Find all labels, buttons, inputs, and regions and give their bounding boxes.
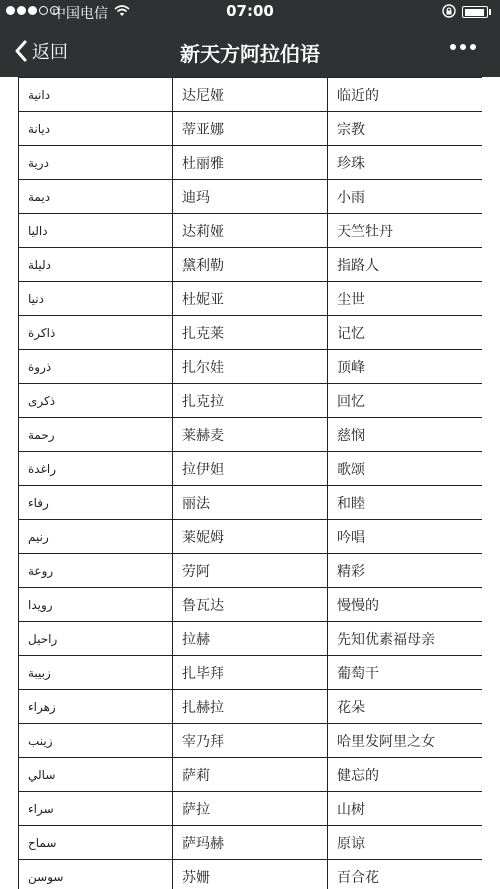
table-row bbox=[19, 656, 483, 690]
chinese-name-cell: 苏姗 bbox=[173, 860, 328, 889]
chinese-name-cell: 杜丽雅 bbox=[173, 146, 328, 180]
chinese-name-cell: 杜妮亚 bbox=[173, 282, 328, 316]
chinese-name-cell: 扎赫拉 bbox=[173, 690, 328, 724]
meaning-cell: 歌颂 bbox=[328, 452, 483, 486]
meaning-cell: 小雨 bbox=[328, 180, 483, 214]
meaning-cell: 尘世 bbox=[328, 282, 483, 316]
arabic-name-cell: ديمة bbox=[19, 180, 173, 214]
arabic-name-cell: داليا bbox=[19, 214, 173, 248]
chinese-name-cell: 拉赫 bbox=[173, 622, 328, 656]
more-dot-icon bbox=[450, 44, 456, 50]
chinese-name-cell: 达莉娅 bbox=[173, 214, 328, 248]
arabic-name-cell: سماح bbox=[19, 826, 173, 860]
meaning-cell: 临近的 bbox=[328, 78, 483, 112]
chinese-name-cell: 宰乃拜 bbox=[173, 724, 328, 758]
back-label: 返回 bbox=[32, 42, 68, 63]
table-row bbox=[19, 316, 483, 350]
arabic-name-cell: ذروة bbox=[19, 350, 173, 384]
meaning-cell: 山树 bbox=[328, 792, 483, 826]
names-table bbox=[18, 77, 482, 889]
chinese-name-cell: 丽法 bbox=[173, 486, 328, 520]
meaning-cell: 百合花 bbox=[328, 860, 483, 889]
carrier-name: 中国电信 bbox=[52, 6, 108, 22]
table-row bbox=[19, 826, 483, 860]
arabic-name-cell: سوسن bbox=[19, 860, 173, 889]
status-time: 07:00 bbox=[226, 2, 274, 20]
arabic-name-cell: زبيبة bbox=[19, 656, 173, 690]
table-row bbox=[19, 248, 483, 282]
chinese-name-cell: 萨莉 bbox=[173, 758, 328, 792]
meaning-cell: 宗教 bbox=[328, 112, 483, 146]
chinese-name-cell: 萨拉 bbox=[173, 792, 328, 826]
chinese-name-cell: 扎克莱 bbox=[173, 316, 328, 350]
arabic-name-cell: روعة bbox=[19, 554, 173, 588]
arabic-name-cell: رنيم bbox=[19, 520, 173, 554]
meaning-cell: 慢慢的 bbox=[328, 588, 483, 622]
table-row bbox=[19, 622, 483, 656]
chinese-name-cell: 扎克拉 bbox=[173, 384, 328, 418]
table-row bbox=[19, 758, 483, 792]
battery-icon bbox=[462, 6, 488, 18]
chinese-name-cell: 达尼娅 bbox=[173, 78, 328, 112]
table-row bbox=[19, 452, 483, 486]
arabic-name-cell: ديانة bbox=[19, 112, 173, 146]
arabic-name-cell: دنيا bbox=[19, 282, 173, 316]
arabic-name-cell: ذاكرة bbox=[19, 316, 173, 350]
chinese-name-cell: 鲁瓦达 bbox=[173, 588, 328, 622]
meaning-cell: 花朵 bbox=[328, 690, 483, 724]
meaning-cell: 先知优素福母亲 bbox=[328, 622, 483, 656]
meaning-cell: 精彩 bbox=[328, 554, 483, 588]
meaning-cell: 慈悯 bbox=[328, 418, 483, 452]
table-row bbox=[19, 112, 483, 146]
meaning-cell: 珍珠 bbox=[328, 146, 483, 180]
arabic-name-cell: زينب bbox=[19, 724, 173, 758]
chinese-name-cell: 扎毕拜 bbox=[173, 656, 328, 690]
arabic-name-cell: راحيل bbox=[19, 622, 173, 656]
arabic-name-cell: درية bbox=[19, 146, 173, 180]
meaning-cell: 吟唱 bbox=[328, 520, 483, 554]
table-row bbox=[19, 486, 483, 520]
table-row bbox=[19, 384, 483, 418]
chinese-name-cell: 拉伊妲 bbox=[173, 452, 328, 486]
more-dot-icon bbox=[460, 44, 466, 50]
chinese-name-cell: 扎尔娃 bbox=[173, 350, 328, 384]
status-bar bbox=[0, 0, 500, 24]
meaning-cell: 天竺牡丹 bbox=[328, 214, 483, 248]
table-row bbox=[19, 78, 483, 112]
chinese-name-cell: 劳阿 bbox=[173, 554, 328, 588]
chinese-name-cell: 黛利勒 bbox=[173, 248, 328, 282]
table-row bbox=[19, 792, 483, 826]
meaning-cell: 葡萄干 bbox=[328, 656, 483, 690]
arabic-name-cell: دليلة bbox=[19, 248, 173, 282]
table-row bbox=[19, 214, 483, 248]
arabic-name-cell: سالي bbox=[19, 758, 173, 792]
table-row bbox=[19, 520, 483, 554]
chinese-name-cell: 萨玛赫 bbox=[173, 826, 328, 860]
arabic-name-cell: ذكرى bbox=[19, 384, 173, 418]
arabic-name-cell: رحمة bbox=[19, 418, 173, 452]
table-row bbox=[19, 180, 483, 214]
meaning-cell: 回忆 bbox=[328, 384, 483, 418]
meaning-cell: 顶峰 bbox=[328, 350, 483, 384]
chinese-name-cell: 蒂亚娜 bbox=[173, 112, 328, 146]
app-header bbox=[0, 0, 500, 77]
table-row bbox=[19, 690, 483, 724]
table-row bbox=[19, 860, 483, 889]
arabic-name-cell: سراء bbox=[19, 792, 173, 826]
rotation-lock-icon bbox=[441, 3, 457, 23]
meaning-cell: 和睦 bbox=[328, 486, 483, 520]
names-table-container[interactable] bbox=[18, 77, 482, 889]
meaning-cell: 记忆 bbox=[328, 316, 483, 350]
arabic-name-cell: رفاء bbox=[19, 486, 173, 520]
meaning-cell: 健忘的 bbox=[328, 758, 483, 792]
meaning-cell: 哈里发阿里之女 bbox=[328, 724, 483, 758]
table-row bbox=[19, 588, 483, 622]
battery-tip bbox=[489, 9, 491, 15]
chinese-name-cell: 莱赫麦 bbox=[173, 418, 328, 452]
table-row bbox=[19, 724, 483, 758]
more-options-button[interactable] bbox=[450, 44, 476, 50]
arabic-name-cell: زهراء bbox=[19, 690, 173, 724]
arabic-name-cell: دانية bbox=[19, 78, 173, 112]
chinese-name-cell: 迪玛 bbox=[173, 180, 328, 214]
page-title: 新天方阿拉伯语 bbox=[180, 42, 320, 66]
table-row bbox=[19, 350, 483, 384]
table-row bbox=[19, 282, 483, 316]
more-dot-icon bbox=[470, 44, 476, 50]
arabic-name-cell: رويدا bbox=[19, 588, 173, 622]
table-row bbox=[19, 418, 483, 452]
arabic-name-cell: راغدة bbox=[19, 452, 173, 486]
chinese-name-cell: 莱妮姆 bbox=[173, 520, 328, 554]
meaning-cell: 指路人 bbox=[328, 248, 483, 282]
table-row bbox=[19, 146, 483, 180]
table-row bbox=[19, 554, 483, 588]
meaning-cell: 原谅 bbox=[328, 826, 483, 860]
